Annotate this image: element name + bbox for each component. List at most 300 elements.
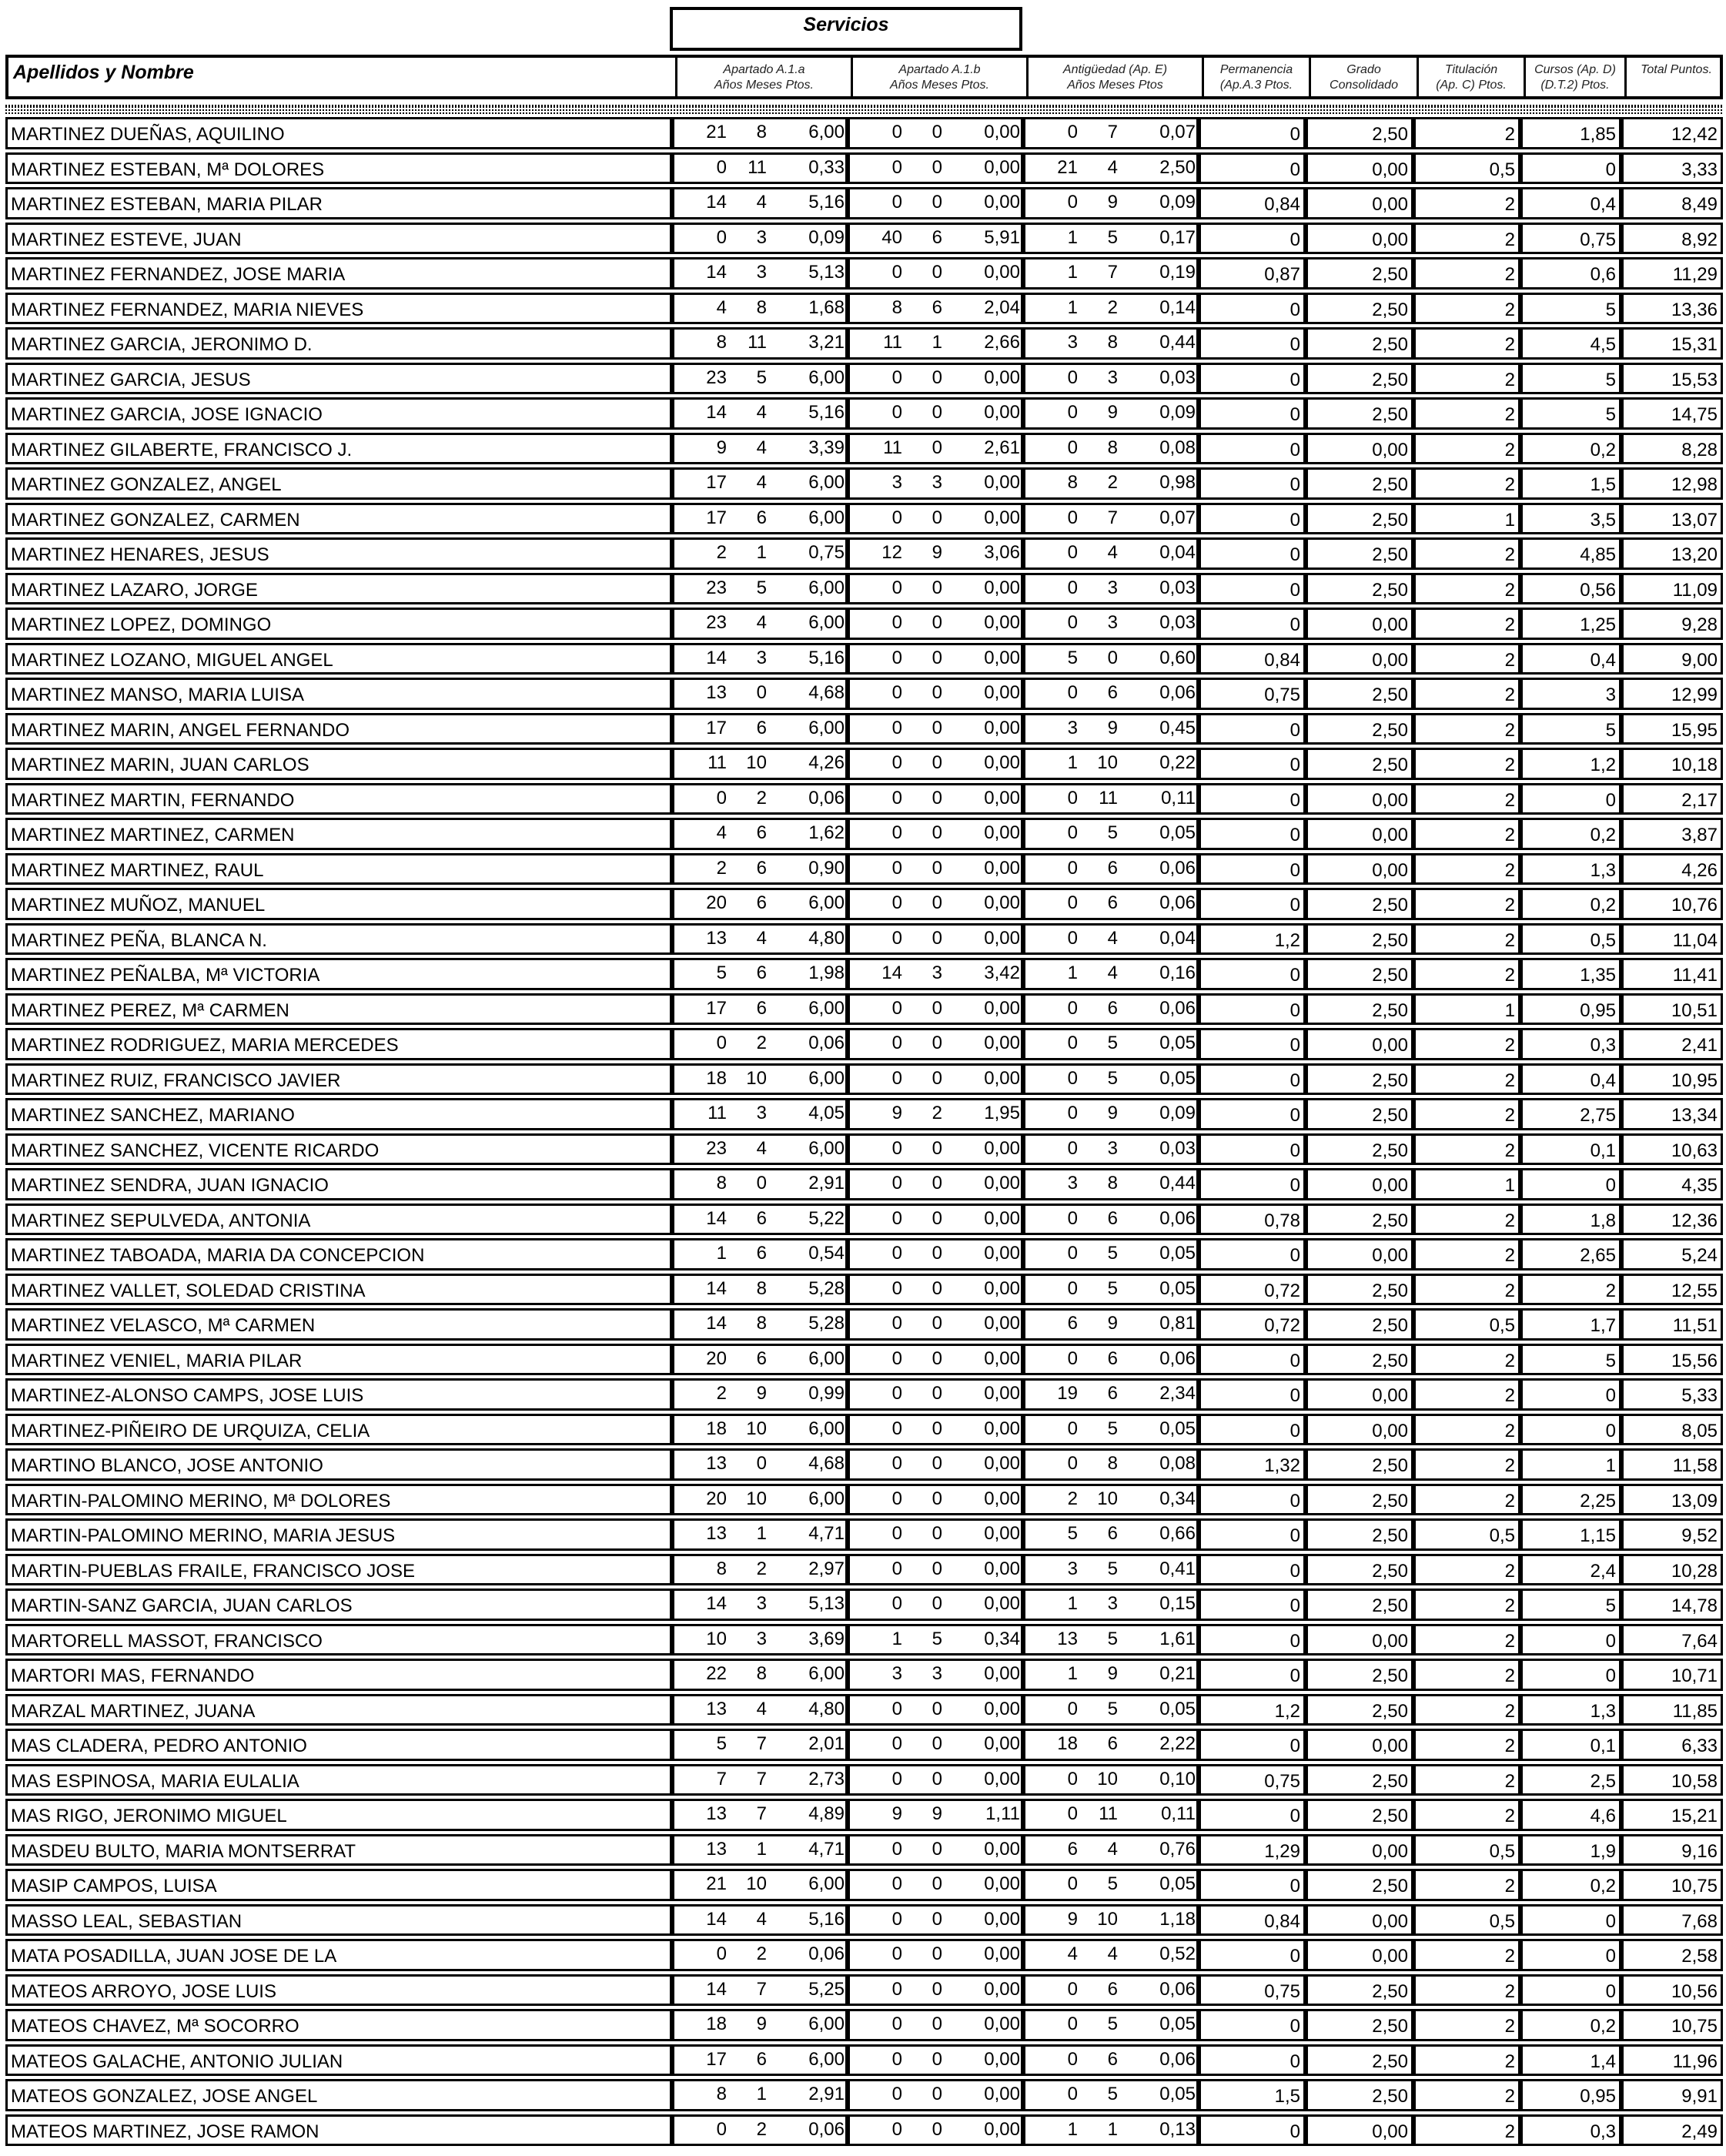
cell-titulacion: 2 <box>1413 1939 1520 1971</box>
cell-total: 2,41 <box>1621 1028 1723 1060</box>
cell-titulacion: 2 <box>1413 573 1520 605</box>
cell-permanencia: 1,5 <box>1199 2079 1306 2111</box>
header-grado-line1: Grado <box>1346 63 1381 76</box>
cell-a1a-meses: 6 <box>756 997 767 1019</box>
cell-a1b-ptos: 0,00 <box>984 682 1020 703</box>
cell-a1b-anos: 8 <box>891 296 902 318</box>
cell-a1a-anos: 18 <box>706 1418 727 1439</box>
cell-a1b-meses: 0 <box>932 682 942 703</box>
cell-ant-anos: 0 <box>1067 1207 1078 1229</box>
cell-a1a-meses: 5 <box>756 367 767 388</box>
cell-ant-anos: 9 <box>1067 1908 1078 1930</box>
cell-ant-ptos: 0,11 <box>1161 787 1196 808</box>
table-row <box>5 1692 1723 1728</box>
cell-ant-anos: 0 <box>1067 682 1078 703</box>
cell-a1b-meses: 0 <box>932 787 942 808</box>
cell-name: MATEOS CHAVEZ, Mª SOCORRO <box>5 2009 672 2041</box>
cell-ant-ptos: 0,03 <box>1159 1137 1196 1159</box>
cell-a1b-anos: 0 <box>891 2014 902 2034</box>
cell-a1b-anos: 0 <box>891 2048 902 2070</box>
cell-titulacion: 2 <box>1413 1589 1520 1621</box>
cell-ant-ptos: 0,06 <box>1159 2048 1196 2070</box>
cell-a1a-meses: 8 <box>756 296 767 318</box>
cell-ant-anos: 0 <box>1067 2048 1078 2070</box>
cell-a1b-ptos: 0,00 <box>984 857 1020 879</box>
cell-total: 3,87 <box>1621 818 1723 850</box>
cell-a1b-anos: 0 <box>891 647 902 668</box>
cell-a1a-meses: 9 <box>756 1383 767 1404</box>
table-row <box>5 501 1723 537</box>
cell-a1b-meses: 0 <box>932 1067 942 1089</box>
cell-total: 12,55 <box>1621 1274 1723 1306</box>
cell-a1a-anos: 0 <box>716 1943 727 1964</box>
cell-ant-anos: 0 <box>1067 437 1078 458</box>
cell-grado: 2,50 <box>1306 1869 1413 1901</box>
cell-cursos: 0,2 <box>1520 433 1621 465</box>
cell-a1a-meses: 5 <box>756 577 767 598</box>
cell-a1a-ptos: 6,00 <box>808 1348 845 1369</box>
table-row <box>5 536 1723 571</box>
cell-name: MARTINEZ GARCIA, JESUS <box>5 363 672 395</box>
cell-total: 3,33 <box>1621 152 1723 185</box>
cell-a1a-anos: 21 <box>706 1873 727 1894</box>
cell-a1a-anos: 1 <box>716 1243 727 1264</box>
cell-a1a-anos: 17 <box>706 2048 727 2070</box>
cell-name: MARTORELL MASSOT, FRANCISCO <box>5 1624 672 1656</box>
cell-permanencia: 0 <box>1199 1344 1306 1376</box>
cell-a1b-ptos: 0,00 <box>984 1313 1020 1334</box>
cell-a1a-ptos: 5,13 <box>808 262 845 283</box>
cell-titulacion: 2 <box>1413 327 1520 360</box>
cell-titulacion: 2 <box>1413 1204 1520 1236</box>
cell-a1a-ptos: 3,39 <box>808 437 845 458</box>
cell-a1b-anos: 0 <box>891 1207 902 1229</box>
cell-a1a-ptos: 2,01 <box>808 1733 845 1754</box>
cell-ant-ptos: 0,03 <box>1159 367 1196 388</box>
cell-a1a-meses: 3 <box>756 1593 767 1614</box>
table-body <box>5 116 1723 2148</box>
cell-grado: 2,50 <box>1306 257 1413 290</box>
cell-a1b-anos: 0 <box>891 1313 902 1334</box>
cell-ant-meses: 4 <box>1107 962 1118 983</box>
cell-ant-anos: 8 <box>1067 472 1078 493</box>
cell-ant-anos: 3 <box>1067 717 1078 738</box>
cell-a1a-meses: 6 <box>756 857 767 879</box>
table-row <box>5 1552 1723 1588</box>
cell-a1b-anos: 0 <box>891 682 902 703</box>
cell-total: 5,24 <box>1621 1238 1723 1270</box>
cell-name: MARTINEZ SEPULVEDA, ANTONIA <box>5 1204 672 1236</box>
cell-a1b-ptos: 0,00 <box>984 2084 1020 2104</box>
cell-grado: 0,00 <box>1306 818 1413 850</box>
cell-a1a-meses: 2 <box>756 787 767 808</box>
cell-titulacion: 2 <box>1413 223 1520 255</box>
cell-a1b-meses: 0 <box>932 1277 942 1299</box>
cell-a1b-meses: 0 <box>932 262 942 283</box>
cell-ant-anos: 1 <box>1067 962 1078 983</box>
cell-a1a-ptos: 0,90 <box>808 857 845 879</box>
cell-titulacion: 2 <box>1413 818 1520 850</box>
cell-ant-meses: 5 <box>1107 2014 1118 2034</box>
cell-ant-anos: 13 <box>1057 1628 1078 1649</box>
cell-ant-ptos: 0,34 <box>1159 1488 1196 1509</box>
cell-name: MATEOS GONZALEZ, JOSE ANGEL <box>5 2079 672 2111</box>
cell-ant-ptos: 0,13 <box>1159 2118 1196 2140</box>
cell-cursos: 0,2 <box>1520 1869 1621 1901</box>
cell-a1b-anos: 0 <box>891 262 902 283</box>
cell-a1a-anos: 4 <box>716 296 727 318</box>
cell-a1b-meses: 0 <box>932 367 942 388</box>
cell-ant-ptos: 0,05 <box>1159 822 1196 843</box>
cell-grado: 0,00 <box>1306 223 1413 255</box>
cell-grado: 2,50 <box>1306 1308 1413 1341</box>
header-apartado-a1a <box>675 58 851 96</box>
cell-a1a-anos: 5 <box>716 962 727 983</box>
cell-a1a-anos: 17 <box>706 717 727 738</box>
cell-a1b-anos: 0 <box>891 892 902 913</box>
cell-name: MARTINEZ GARCIA, JOSE IGNACIO <box>5 397 672 430</box>
cell-a1b-meses: 0 <box>932 1418 942 1439</box>
header-apartado-a1b-line1: Apartado A.1.b <box>898 63 981 76</box>
cell-a1a-meses: 4 <box>756 192 767 213</box>
cell-ant-anos: 6 <box>1067 1838 1078 1860</box>
cell-ant-meses: 8 <box>1107 437 1118 458</box>
cell-ant-anos: 3 <box>1067 1173 1078 1194</box>
cell-grado: 2,50 <box>1306 993 1413 1026</box>
cell-ant-meses: 11 <box>1099 787 1118 808</box>
cell-a1a-anos: 17 <box>706 507 727 528</box>
cell-name: MARTINEZ TABOADA, MARIA DA CONCEPCION <box>5 1238 672 1270</box>
cell-name: MARTINEZ VALLET, SOLEDAD CRISTINA <box>5 1274 672 1306</box>
header-cursos-line1: Cursos (Ap. D) <box>1534 63 1616 76</box>
table-row <box>5 1026 1723 1062</box>
cell-a1a-ptos: 0,54 <box>808 1243 845 1264</box>
cell-ant-meses: 5 <box>1107 1628 1118 1649</box>
cell-total: 4,35 <box>1621 1168 1723 1200</box>
cell-a1b-anos: 0 <box>891 822 902 843</box>
cell-ant-ptos: 0,05 <box>1159 1243 1196 1264</box>
cell-total: 11,51 <box>1621 1308 1723 1341</box>
cell-total: 11,58 <box>1621 1448 1723 1481</box>
cell-a1a-meses: 4 <box>756 1908 767 1930</box>
cell-ant-ptos: 0,76 <box>1159 1838 1196 1860</box>
cell-a1b-anos: 0 <box>891 192 902 213</box>
cell-permanencia: 0 <box>1199 1133 1306 1166</box>
cell-permanencia: 0 <box>1199 2114 1306 2147</box>
cell-a1a-meses: 4 <box>756 612 767 633</box>
cell-total: 15,31 <box>1621 327 1723 360</box>
table-row <box>5 326 1723 361</box>
cell-ant-ptos: 0,66 <box>1159 1523 1196 1544</box>
cell-a1b-meses: 0 <box>932 192 942 213</box>
cell-a1b-meses: 0 <box>932 1768 942 1789</box>
cell-a1a-anos: 14 <box>706 262 727 283</box>
cell-a1a-ptos: 6,00 <box>808 1137 845 1159</box>
cell-name: MATEOS MARTINEZ, JOSE RAMON <box>5 2114 672 2147</box>
cell-a1a-ptos: 0,33 <box>808 156 845 178</box>
cell-titulacion: 2 <box>1413 1448 1520 1481</box>
cell-total: 2,49 <box>1621 2114 1723 2147</box>
cell-cursos: 0,4 <box>1520 1063 1621 1096</box>
cell-cursos: 1,9 <box>1520 1834 1621 1866</box>
cell-grado: 2,50 <box>1306 1484 1413 1516</box>
cell-name: MARTINEZ RUIZ, FRANCISCO JAVIER <box>5 1063 672 1096</box>
cell-cursos: 0,4 <box>1520 187 1621 219</box>
cell-name: MARTINEZ MARTINEZ, RAUL <box>5 853 672 886</box>
cell-a1a-anos: 4 <box>716 822 727 843</box>
cell-permanencia: 0 <box>1199 1484 1306 1516</box>
cell-a1a-anos: 14 <box>706 1277 727 1299</box>
cell-grado: 2,50 <box>1306 678 1413 710</box>
header-total <box>1624 58 1726 96</box>
cell-permanencia: 0 <box>1199 748 1306 780</box>
cell-ant-ptos: 0,06 <box>1159 1207 1196 1229</box>
table-row <box>5 1447 1723 1482</box>
cell-ant-anos: 0 <box>1067 612 1078 633</box>
cell-total: 4,26 <box>1621 853 1723 886</box>
cell-cursos: 0,4 <box>1520 643 1621 675</box>
cell-name: MATA POSADILLA, JUAN JOSE DE LA <box>5 1939 672 1971</box>
cell-ant-anos: 0 <box>1067 1243 1078 1264</box>
cell-a1b-meses: 0 <box>932 1207 942 1229</box>
cell-a1b-ptos: 0,00 <box>984 507 1020 528</box>
cell-a1b-ptos: 0,00 <box>984 1978 1020 2000</box>
cell-ant-meses: 3 <box>1107 1137 1118 1159</box>
cell-cursos: 5 <box>1520 363 1621 395</box>
cell-a1b-ptos: 2,66 <box>984 332 1020 353</box>
cell-total: 10,95 <box>1621 1063 1723 1096</box>
cell-ant-anos: 0 <box>1067 2084 1078 2104</box>
cell-a1a-anos: 14 <box>706 402 727 423</box>
cell-total: 10,58 <box>1621 1764 1723 1796</box>
cell-a1a-meses: 10 <box>746 1067 767 1089</box>
cell-grado: 2,50 <box>1306 1589 1413 1621</box>
cell-cursos: 3,5 <box>1520 503 1621 535</box>
cell-a1a-ptos: 1,62 <box>808 822 845 843</box>
cell-name: MARTINEZ ESTEVE, JUAN <box>5 223 672 255</box>
cell-a1a-anos: 9 <box>716 437 727 458</box>
cell-ant-anos: 0 <box>1067 367 1078 388</box>
table-row <box>5 1937 1723 1973</box>
cell-a1a-anos: 23 <box>706 612 727 633</box>
cell-a1a-ptos: 6,00 <box>808 507 845 528</box>
cell-cursos: 0 <box>1520 1624 1621 1656</box>
cell-cursos: 0,1 <box>1520 1133 1621 1166</box>
cell-a1a-meses: 8 <box>756 1313 767 1334</box>
cell-a1a-ptos: 4,26 <box>808 752 845 773</box>
cell-a1a-ptos: 6,00 <box>808 1663 845 1684</box>
cell-a1b-meses: 0 <box>932 1943 942 1964</box>
cell-grado: 2,50 <box>1306 1344 1413 1376</box>
cell-cursos: 0,2 <box>1520 818 1621 850</box>
cell-a1a-meses: 10 <box>746 1488 767 1509</box>
cell-a1b-meses: 0 <box>932 612 942 633</box>
cell-grado: 0,00 <box>1306 1414 1413 1446</box>
cell-ant-anos: 0 <box>1067 1873 1078 1894</box>
cell-a1b-anos: 0 <box>891 1383 902 1404</box>
cell-grado: 2,50 <box>1306 327 1413 360</box>
cell-permanencia: 0 <box>1199 888 1306 920</box>
cell-cursos: 1,25 <box>1520 608 1621 640</box>
table-row <box>5 1517 1723 1552</box>
cell-name: MARTINEZ MARTIN, FERNANDO <box>5 783 672 815</box>
cell-a1b-ptos: 0,00 <box>984 367 1020 388</box>
cell-a1a-anos: 8 <box>716 1558 727 1579</box>
cell-name: MARTINEZ SANCHEZ, VICENTE RICARDO <box>5 1133 672 1166</box>
cell-ant-meses: 10 <box>1097 1768 1118 1789</box>
cell-titulacion: 2 <box>1413 1098 1520 1130</box>
cell-permanencia: 0 <box>1199 818 1306 850</box>
cell-titulacion: 2 <box>1413 363 1520 395</box>
table-row <box>5 1272 1723 1307</box>
cell-cursos: 0 <box>1520 1974 1621 2007</box>
cell-total: 8,92 <box>1621 223 1723 255</box>
cell-a1b-meses: 3 <box>932 472 942 493</box>
cell-a1a-ptos: 6,00 <box>808 577 845 598</box>
cell-ant-anos: 0 <box>1067 577 1078 598</box>
cell-name: MARTINEZ RODRIGUEZ, MARIA MERCEDES <box>5 1028 672 1060</box>
cell-a1a-ptos: 1,68 <box>808 296 845 318</box>
cell-permanencia: 0 <box>1199 223 1306 255</box>
cell-ant-ptos: 0,07 <box>1159 122 1196 142</box>
cell-a1b-anos: 0 <box>891 367 902 388</box>
cell-titulacion: 2 <box>1413 1799 1520 1831</box>
cell-a1b-anos: 0 <box>891 2118 902 2140</box>
cell-a1a-meses: 6 <box>756 2048 767 2070</box>
cell-ant-anos: 2 <box>1067 1488 1078 1509</box>
table-row <box>5 1727 1723 1763</box>
cell-a1a-anos: 13 <box>706 682 727 703</box>
cell-a1a-meses: 3 <box>756 226 767 248</box>
cell-grado: 2,50 <box>1306 748 1413 780</box>
cell-ant-ptos: 0,08 <box>1159 1453 1196 1474</box>
cell-a1b-anos: 0 <box>891 752 902 773</box>
cell-a1b-anos: 0 <box>891 1418 902 1439</box>
cell-name: MARTINEZ GILABERTE, FRANCISCO J. <box>5 433 672 465</box>
cell-a1b-meses: 1 <box>932 332 942 353</box>
cell-cursos: 0 <box>1520 1939 1621 1971</box>
cell-ant-meses: 5 <box>1107 226 1118 248</box>
cell-ant-meses: 4 <box>1107 1838 1118 1860</box>
cell-a1a-anos: 8 <box>716 1173 727 1194</box>
cell-ant-meses: 9 <box>1107 1663 1118 1684</box>
cell-cursos: 2,25 <box>1520 1484 1621 1516</box>
header-permanencia <box>1202 58 1309 96</box>
cell-ant-anos: 0 <box>1067 1277 1078 1299</box>
cell-ant-anos: 0 <box>1067 1978 1078 2000</box>
cell-cursos: 1,3 <box>1520 853 1621 886</box>
cell-a1a-meses: 6 <box>756 822 767 843</box>
table-row <box>5 746 1723 782</box>
cell-titulacion: 0,5 <box>1413 152 1520 185</box>
cell-permanencia: 0 <box>1199 1414 1306 1446</box>
cell-permanencia: 0 <box>1199 1554 1306 1586</box>
cell-a1b-ptos: 0,00 <box>984 1173 1020 1194</box>
cell-a1a-ptos: 6,00 <box>808 717 845 738</box>
cell-a1b-meses: 0 <box>932 752 942 773</box>
cell-grado: 2,50 <box>1306 397 1413 430</box>
cell-ant-ptos: 0,15 <box>1159 1593 1196 1614</box>
cell-a1b-anos: 0 <box>891 1277 902 1299</box>
cell-cursos: 2,5 <box>1520 1764 1621 1796</box>
cell-a1b-meses: 0 <box>932 1873 942 1894</box>
cell-cursos: 1 <box>1520 1448 1621 1481</box>
table-row <box>5 291 1723 326</box>
cell-ant-meses: 3 <box>1107 1593 1118 1614</box>
cell-a1a-ptos: 0,06 <box>808 787 845 808</box>
cell-total: 11,41 <box>1621 958 1723 990</box>
cell-a1a-anos: 22 <box>706 1663 727 1684</box>
cell-a1b-meses: 0 <box>932 647 942 668</box>
cell-ant-ptos: 0,04 <box>1159 542 1196 563</box>
cell-permanencia: 0 <box>1199 1659 1306 1691</box>
cell-a1b-ptos: 0,00 <box>984 1383 1020 1404</box>
cell-cursos: 0 <box>1520 1378 1621 1411</box>
cell-titulacion: 0,5 <box>1413 1518 1520 1551</box>
cell-a1b-ptos: 0,00 <box>984 647 1020 668</box>
cell-permanencia: 0 <box>1199 1624 1306 1656</box>
cell-grado: 2,50 <box>1306 1063 1413 1096</box>
cell-permanencia: 1,29 <box>1199 1834 1306 1866</box>
cell-cursos: 0,5 <box>1520 923 1621 956</box>
cell-a1b-anos: 0 <box>891 156 902 178</box>
table-row <box>5 2113 1723 2148</box>
cell-permanencia: 0 <box>1199 1589 1306 1621</box>
cell-name: MARTINEZ-PIÑEIRO DE URQUIZA, CELIA <box>5 1414 672 1446</box>
cell-ant-anos: 1 <box>1067 1663 1078 1684</box>
cell-titulacion: 2 <box>1413 1484 1520 1516</box>
table-row <box>5 1062 1723 1097</box>
cell-a1b-meses: 0 <box>932 927 942 949</box>
cell-grado: 0,00 <box>1306 1939 1413 1971</box>
header-antiguedad-line2: Años Meses Ptos <box>1067 79 1163 92</box>
cell-a1a-anos: 10 <box>706 1628 727 1649</box>
cell-a1b-anos: 3 <box>891 1663 902 1684</box>
cell-a1b-meses: 0 <box>932 1698 942 1719</box>
cell-a1b-meses: 0 <box>932 1137 942 1159</box>
cell-a1a-ptos: 5,25 <box>808 1978 845 2000</box>
cell-a1a-anos: 8 <box>716 2084 727 2104</box>
cell-a1a-meses: 6 <box>756 1243 767 1264</box>
cell-cursos: 0,1 <box>1520 1729 1621 1761</box>
cell-a1a-anos: 2 <box>716 1383 727 1404</box>
cell-a1b-anos: 1 <box>891 1628 902 1649</box>
cell-a1b-ptos: 0,00 <box>984 1908 1020 1930</box>
cell-a1b-anos: 0 <box>891 927 902 949</box>
cell-permanencia: 0,75 <box>1199 678 1306 710</box>
cell-name: MARTIN-PUEBLAS FRAILE, FRANCISCO JOSE <box>5 1554 672 1586</box>
cell-a1b-ptos: 0,00 <box>984 1348 1020 1369</box>
cell-a1a-meses: 10 <box>746 752 767 773</box>
cell-ant-meses: 5 <box>1107 1873 1118 1894</box>
cell-a1a-ptos: 6,00 <box>808 1418 845 1439</box>
cell-ant-ptos: 0,52 <box>1159 1943 1196 1964</box>
cell-grado: 0,00 <box>1306 433 1413 465</box>
cell-grado: 0,00 <box>1306 1834 1413 1866</box>
cell-grado: 2,50 <box>1306 1974 1413 2007</box>
cell-total: 11,09 <box>1621 573 1723 605</box>
cell-a1a-meses: 7 <box>756 1803 767 1824</box>
cell-grado: 0,00 <box>1306 1904 1413 1937</box>
cell-total: 8,28 <box>1621 433 1723 465</box>
cell-a1b-ptos: 0,00 <box>984 1277 1020 1299</box>
cell-total: 11,29 <box>1621 257 1723 290</box>
table-row <box>5 1237 1723 1272</box>
cell-a1b-anos: 0 <box>891 857 902 879</box>
cell-a1a-ptos: 6,00 <box>808 367 845 388</box>
cell-ant-anos: 18 <box>1057 1733 1078 1754</box>
cell-ant-anos: 21 <box>1057 156 1078 178</box>
